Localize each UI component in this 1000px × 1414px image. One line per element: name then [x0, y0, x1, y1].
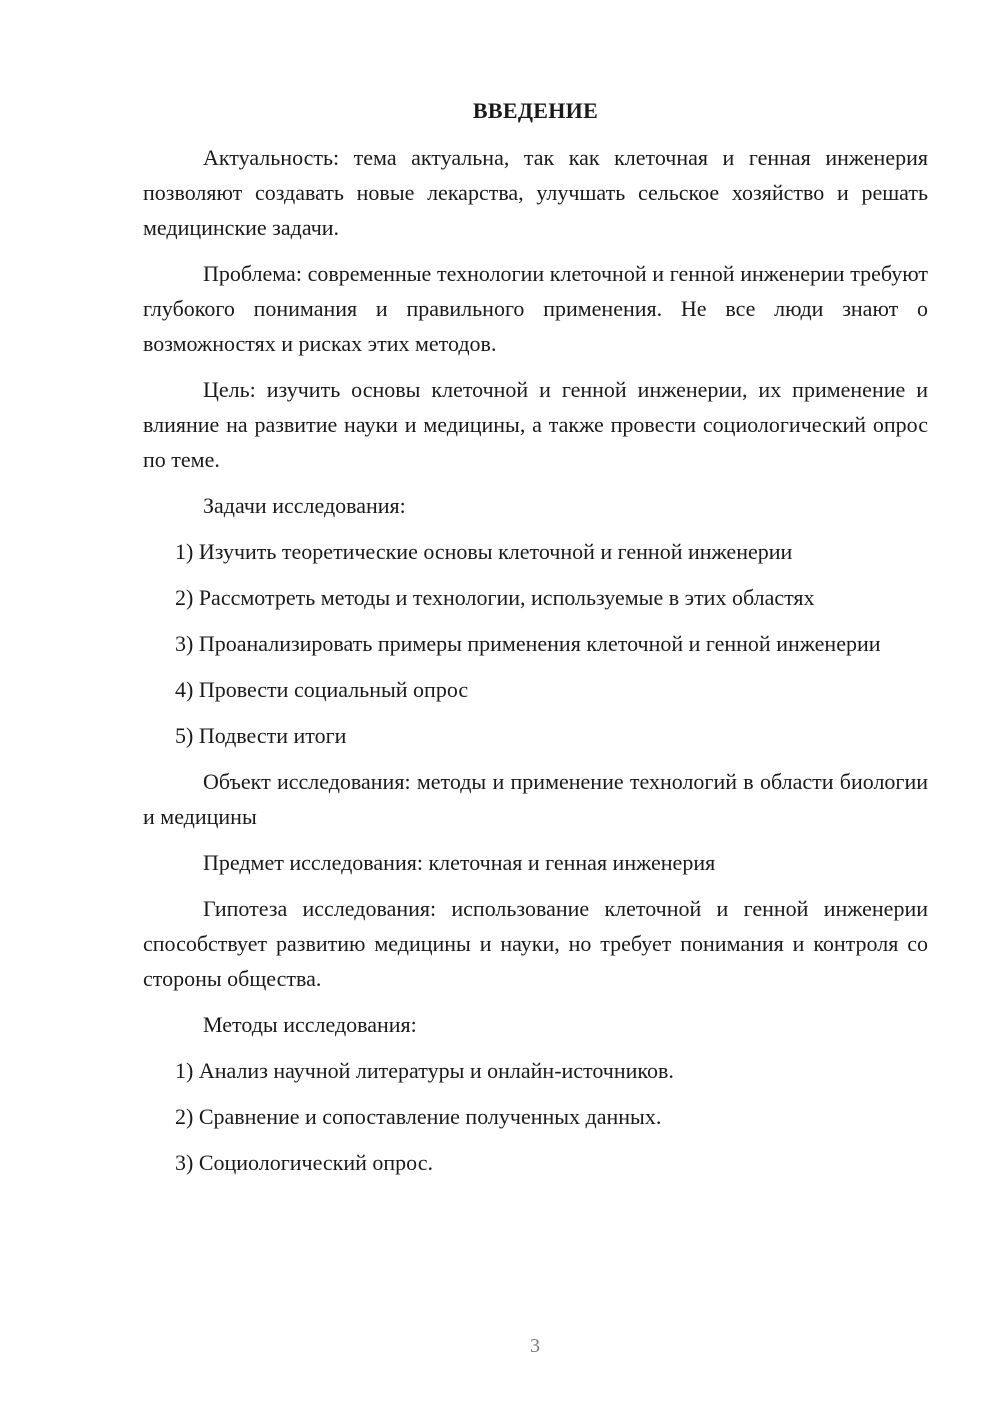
page-number: 3 — [530, 1335, 540, 1357]
task-item: 1) Изучить теоретические основы клеточной и генной инженерии — [175, 539, 793, 564]
hypothesis-paragraph: Гипотеза исследования: использование клеточной и генной инженерии способствует развитию медицины и науки, но требует понимания и контроля со стороны общества. — [143, 896, 928, 991]
section-title: ВВЕДЕНИЕ — [472, 98, 599, 123]
actuality-paragraph: Актуальность: тема актуальна, так как клеточная и генная инженерия позволяют создавать новые лекарства, улучшать сельское хозяйство и решать медицинские задачи. — [143, 145, 928, 240]
method-item: 3) Социологический опрос. — [175, 1150, 433, 1175]
task-item: 3) Проанализировать примеры применения клеточной и генной инженерии — [175, 631, 881, 656]
methods-heading: Методы исследования: — [203, 1012, 417, 1037]
task-item: 4) Провести социальный опрос — [175, 677, 469, 702]
method-item: 2) Сравнение и сопоставление полученных данных. — [175, 1104, 662, 1129]
goal-paragraph: Цель: изучить основы клеточной и генной инженерии, их применение и влияние на развитие науки и медицины, а также провести социологический опрос по теме. — [143, 377, 928, 472]
tasks-heading: Задачи исследования: — [203, 493, 406, 518]
task-item: 2) Рассмотреть методы и технологии, используемые в этих областях — [175, 585, 815, 610]
page-content — [143, 94, 928, 1191]
subject-paragraph: Предмет исследования: клеточная и генная инженерия — [203, 850, 716, 875]
problem-paragraph: Проблема: современные технологии клеточной и генной инженерии требуют глубокого понимания и правильного применения. Не все люди знают о возможностях и рисках этих методов. — [143, 261, 928, 356]
method-item: 1) Анализ научной литературы и онлайн-источников. — [175, 1058, 674, 1083]
object-paragraph: Объект исследования: методы и применение технологий в области биологии и медицины — [143, 769, 928, 829]
task-item: 5) Подвести итоги — [175, 723, 347, 748]
